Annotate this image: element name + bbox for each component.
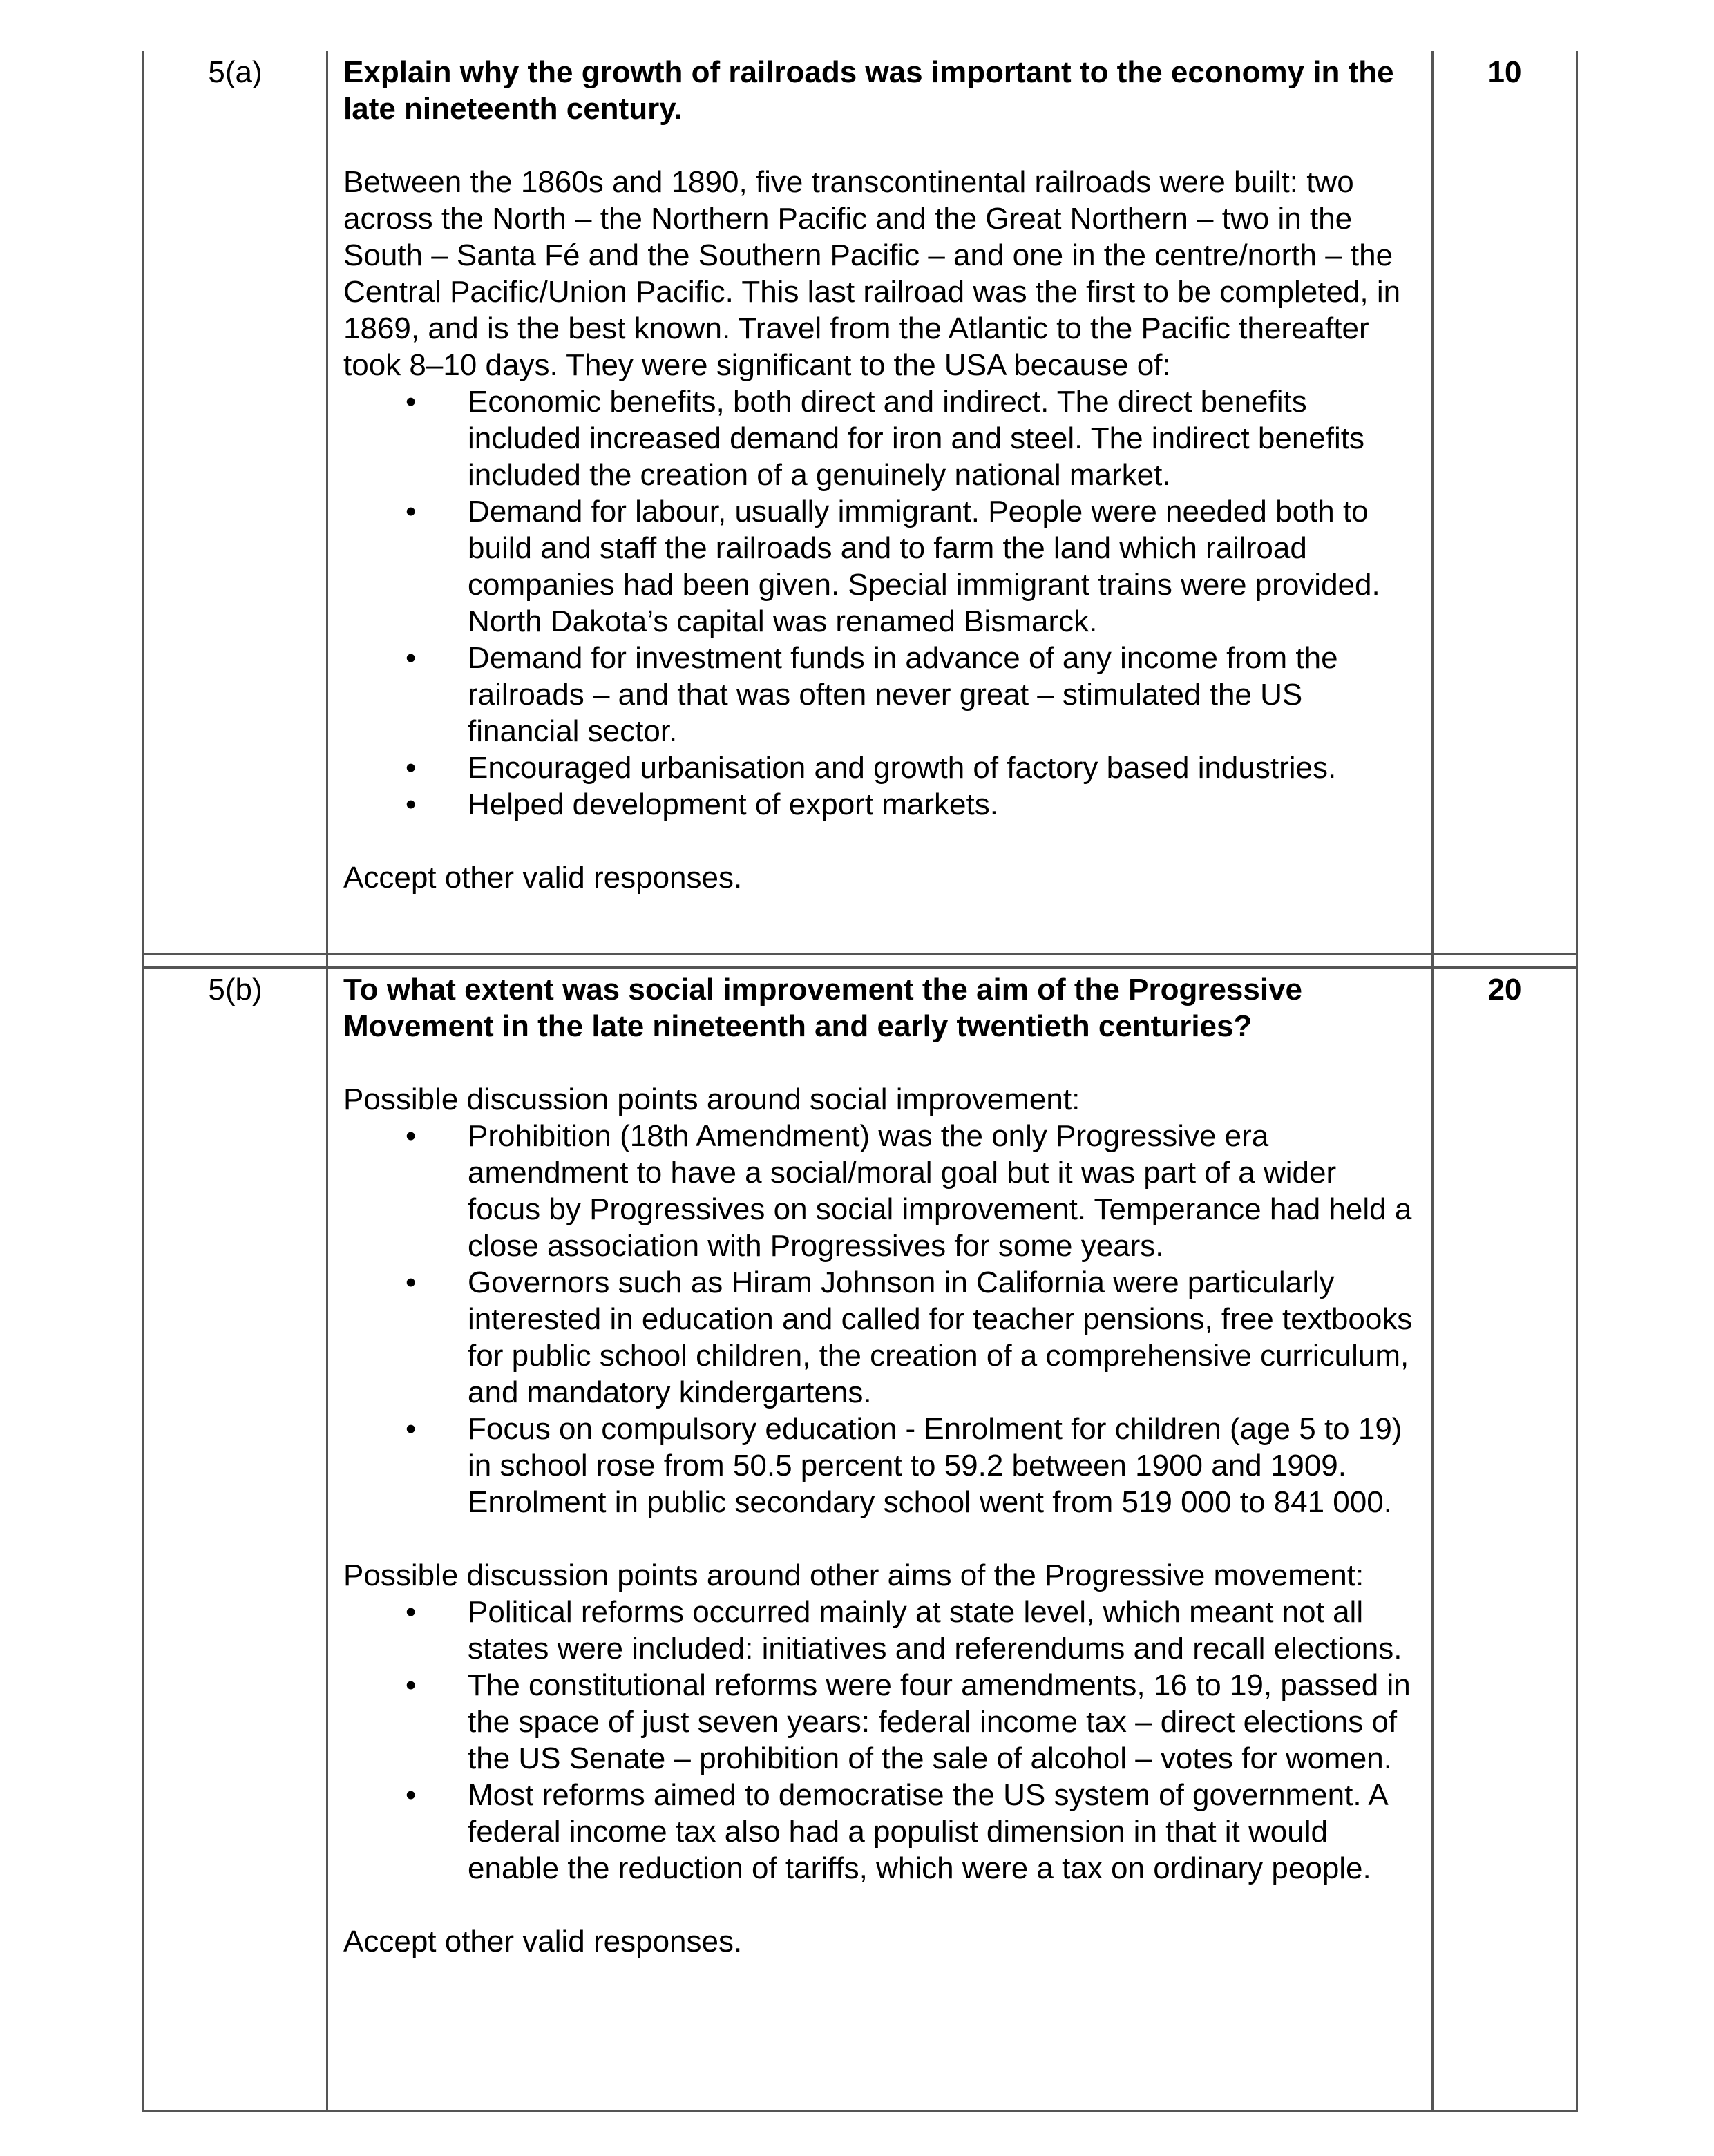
bullet-list [343, 1118, 1416, 1520]
list-item: • Encouraged urbanisation and growth of factory based industries. [406, 751, 1337, 785]
closing-note: Accept other valid responses. [343, 861, 743, 895]
bullet-icon: • [406, 495, 417, 528]
question-number: 5(a) [144, 51, 328, 953]
mark-scheme-table [142, 51, 1578, 2112]
bullet-icon: • [406, 751, 417, 785]
bullet-icon: • [406, 788, 417, 821]
bullet-icon: • [406, 641, 417, 675]
list-item: • Political reforms occurred mainly at state level, which meant not all states were included: initiatives and referendums and recall elections. [406, 1595, 1402, 1666]
bullet-icon: • [406, 385, 417, 419]
question-text: To what extent was social improvement the aim of the Progressive Movement in the late nineteenth and early twentieth centuries? [343, 973, 1303, 1043]
bullet-icon: • [406, 1778, 417, 1812]
marks-value: 10 [1487, 55, 1522, 89]
closing-note: Accept other valid responses. [343, 1925, 743, 1958]
list-item: • Focus on compulsory education - Enrolment for children (age 5 to 19) in school rose from 50.5 percent to 59.2 between 1900 and 1909. Enrolment in public secondary school went from 519 000 to 841 000. [406, 1412, 1402, 1519]
list-item: • Helped development of export markets. [406, 788, 998, 821]
list-item: • Demand for investment funds in advance of any income from the railroads – and that was often never great – stimulated the US financial sector. [406, 641, 1338, 748]
table-row-5b [144, 969, 1576, 2110]
list-item: • Demand for labour, usually immigrant. People were needed both to build and staff the railroads and to farm the land which railroad companies had been given. Special immigrant trains were provided. North Dakota’s capital was renamed Bismarck. [406, 495, 1380, 638]
list-item: • Prohibition (18th Amendment) was the only Progressive era amendment to have a social/moral goal but it was part of a wider focus by Progressives on social improvement. Temperance had held a close association with Progressives for some years. [406, 1119, 1412, 1263]
answer-guidance [328, 969, 1434, 2110]
intro-paragraph: Between the 1860s and 1890, five transcontinental railroads were built: two across the North – the Northern Pacific and the Great Northern – two in the South – Santa Fé and the Southern Pacific – and one in the centre/north – the Central Pacific/Union Pacific. This last railroad was the first to be completed, in 1869, and is the best known. Travel from the Atlantic to the Pacific thereafter took 8–10 days. They were significant to the USA because of: [343, 165, 1401, 382]
list-item: • Economic benefits, both direct and indirect. The direct benefits included increased demand for iron and steel. The indirect benefits included the creation of a genuinely national market. [406, 385, 1364, 492]
bullet-icon: • [406, 1119, 417, 1153]
row-divider [144, 953, 1576, 969]
bullet-icon: • [406, 1668, 417, 1702]
bullet-list [343, 383, 1416, 823]
table-row-5a [144, 51, 1576, 953]
section-heading: Possible discussion points around social improvement: [343, 1082, 1080, 1116]
bullet-icon: • [406, 1266, 417, 1299]
bullet-icon: • [406, 1412, 417, 1446]
marks-value: 20 [1487, 973, 1522, 1007]
question-text: Explain why the growth of railroads was important to the economy in the late nineteenth century. [343, 55, 1394, 126]
bullet-icon: • [406, 1595, 417, 1629]
list-item: • Most reforms aimed to democratise the US system of government. A federal income tax also had a populist dimension in that it would enable the reduction of tariffs, which were a tax on ordinary people. [406, 1778, 1387, 1885]
list-item: • Governors such as Hiram Johnson in California were particularly interested in education and called for teacher pensions, free textbooks for public school children, the creation of a comprehensive curriculum, and mandatory kindergartens. [406, 1266, 1413, 1409]
section-heading: Possible discussion points around other aims of the Progressive movement: [343, 1558, 1364, 1592]
answer-guidance [328, 51, 1434, 953]
question-number: 5(b) [144, 969, 328, 2110]
bullet-list [343, 1594, 1416, 1887]
list-item: • The constitutional reforms were four amendments, 16 to 19, passed in the space of just seven years: federal income tax – direct elections of the US Senate – prohibition of the sale of alcohol – votes for women. [406, 1668, 1411, 1775]
